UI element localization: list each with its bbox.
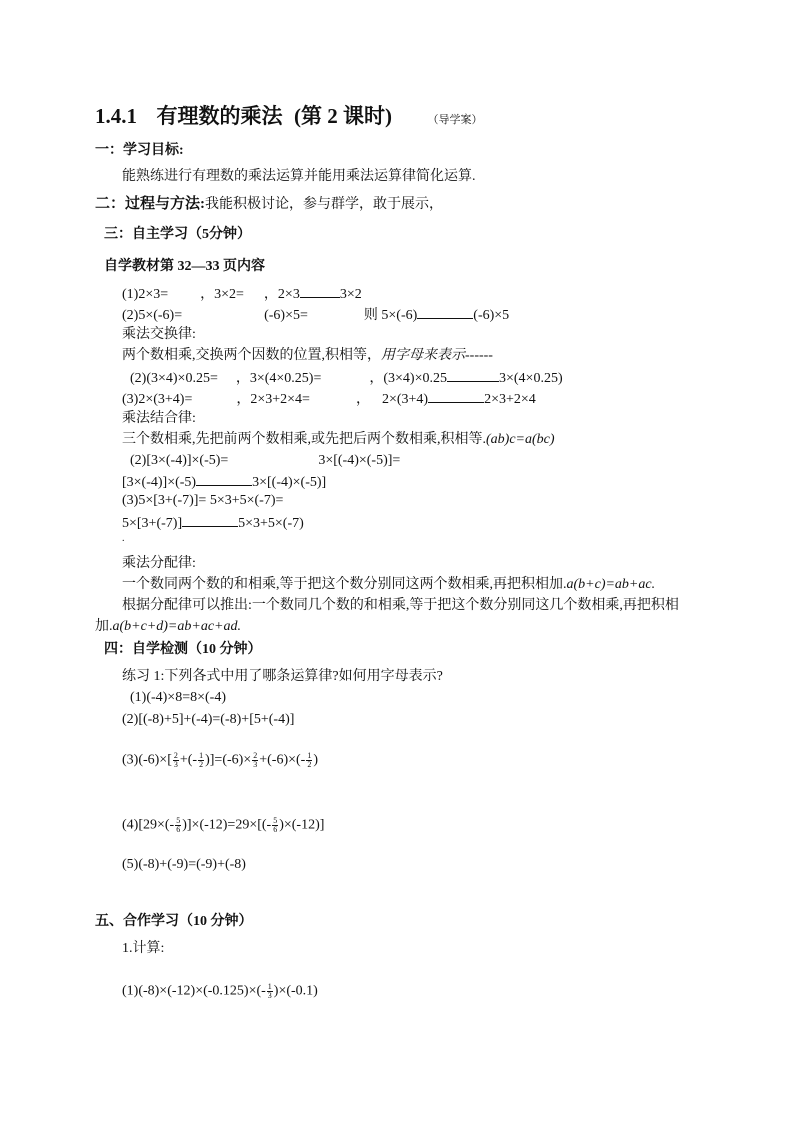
- section-2: [95, 197, 443, 212]
- practice-item-1: (1)(-4)×8=8×(-4): [130, 690, 226, 705]
- answer-blank[interactable]: [300, 286, 340, 298]
- exercise-line-1: [122, 286, 362, 302]
- expr: (3)2×(3+4)=: [122, 392, 193, 407]
- denominator: 3: [267, 991, 272, 1000]
- denominator: 6: [176, 825, 181, 834]
- associative-title: 乘法结合律:: [122, 411, 196, 426]
- exercise-line-6: [122, 474, 326, 490]
- exercise-line-4: [122, 391, 536, 407]
- title-lesson: (第 2 课时): [294, 104, 392, 128]
- distributive-extended-formula: a(b+c+d)=ab+ac+ad.: [112, 619, 241, 634]
- page-title: [95, 106, 483, 127]
- expr: )]=(-6)×: [205, 752, 252, 768]
- coop-label: 1.计算:: [122, 941, 165, 956]
- expr: ，3×(4×0.25)=: [235, 371, 322, 386]
- expr: [3×(-4)]×(-5): [122, 475, 197, 490]
- fraction: [173, 752, 179, 769]
- associative-text: [122, 433, 555, 447]
- title-name: 有理数的乘法: [156, 104, 283, 128]
- distributive-statement: 一个数同两个数的和相乘,等于把这个数分别同这两个数相乘,再把积相加.: [122, 577, 567, 592]
- fraction: [252, 752, 258, 769]
- expr: ，2×3: [263, 287, 300, 302]
- distributive-extension: 根据分配律可以推出:一个数同几个数的和相乘,等于把这个数分别同这几个数相乘,再把积相: [122, 598, 679, 613]
- practice-item-2: (2)[(-8)+5]+(-4)=(-8)+[5+(-4)]: [122, 712, 295, 727]
- text: 加.: [95, 619, 113, 634]
- fraction: [306, 752, 312, 769]
- expr: (1)(-8)×(-12)×(-0.125)×(-: [122, 983, 266, 999]
- expr: (3)(-6)×[: [122, 752, 172, 768]
- expr: (-6)×5=: [264, 308, 308, 323]
- expr: +(-6)×(-: [259, 752, 306, 768]
- section-2-heading: 二：过程与方法:: [95, 196, 205, 212]
- denominator: 2: [199, 760, 204, 769]
- title-tag: （导学案）: [427, 114, 483, 126]
- answer-blank[interactable]: [447, 370, 499, 382]
- section-4-heading: 四：自学检测（10 分钟）: [104, 642, 262, 657]
- expr: )]×(-12)=29×[(-: [182, 817, 272, 833]
- answer-blank[interactable]: [428, 391, 484, 403]
- expr: ，3×2=: [200, 287, 244, 302]
- expr: )×(-12)]: [279, 817, 325, 833]
- expr: 3×(4×0.25): [498, 371, 563, 386]
- exercise-line-5: [130, 454, 400, 468]
- practice-item-5: (5)(-8)+(-9)=(-9)+(-8): [122, 857, 246, 872]
- expr: )×(-0.1): [273, 983, 318, 999]
- commutative-hint: 用字母来表示------: [381, 348, 493, 363]
- title-number: 1.4.1: [95, 104, 137, 128]
- section-5-heading: 五、合作学习（10 分钟）: [95, 914, 253, 929]
- expr: 5×3+5×(-7): [238, 516, 304, 531]
- expr: 则 5×(-6): [363, 308, 418, 323]
- commutative-statement: 两个数相乘,交换两个因数的位置,积相等，: [122, 348, 381, 363]
- stray-dot: .: [122, 533, 125, 544]
- fraction: [198, 752, 204, 769]
- expr: 2×3+2×4: [484, 392, 536, 407]
- numerator: 1: [199, 751, 204, 760]
- practice-item-3: [122, 752, 318, 769]
- numerator: 1: [307, 751, 312, 760]
- fraction: [272, 817, 278, 834]
- answer-blank[interactable]: [196, 474, 252, 486]
- expr: 3×2: [339, 287, 362, 302]
- expr: (2)(3×4)×0.25=: [130, 371, 218, 386]
- numerator: 2: [253, 751, 258, 760]
- fraction: [267, 983, 273, 1000]
- associative-formula: (ab)c=a(bc): [486, 432, 555, 447]
- section-1-heading: 一：学习目标:: [95, 143, 184, 158]
- expr: (2)5×(-6)=: [122, 308, 183, 323]
- section-2-body: 我能积极讨论，参与群学，敢于展示，: [205, 197, 443, 212]
- numerator: 5: [273, 816, 278, 825]
- expr: (4)[29×(-: [122, 817, 175, 833]
- expr: ，(3×4)×0.25: [369, 371, 447, 386]
- exercise-line-7: (3)5×[3+(-7)]= 5×3+5×(-7)=: [122, 493, 284, 508]
- denominator: 2: [307, 760, 312, 769]
- expr: 5×[3+(-7)]: [122, 516, 183, 531]
- section-1-body: 能熟练进行有理数的乘法运算并能用乘法运算律简化运算.: [122, 169, 476, 184]
- section-3-subheading: 自学教材第 32—33 页内容: [104, 259, 265, 274]
- fraction: [175, 817, 181, 834]
- exercise-line-2: [122, 307, 509, 323]
- coop-item-1: [122, 983, 318, 1000]
- section-3-heading: 三：自主学习（5分钟）: [104, 227, 251, 242]
- denominator: 3: [253, 760, 258, 769]
- distributive-formula: a(b+c)=ab+ac.: [566, 577, 656, 592]
- commutative-text: [122, 349, 493, 363]
- answer-blank[interactable]: [182, 515, 238, 527]
- expr: ，2×3+2×4=: [236, 392, 310, 407]
- denominator: 3: [173, 760, 178, 769]
- distributive-extension-cont: [95, 620, 241, 634]
- numerator: 1: [267, 982, 272, 991]
- denominator: 6: [273, 825, 278, 834]
- expr: 2×(3+4): [381, 392, 429, 407]
- expr: 3×[(-4)×(-5)]: [252, 475, 327, 490]
- practice-question: 练习 1:下列各式中用了哪条运算律?如何用字母表示?: [122, 669, 443, 684]
- associative-statement: 三个数相乘,先把前两个数相乘,或先把后两个数相乘,积相等.: [122, 432, 486, 447]
- expr: +(-: [179, 752, 198, 768]
- practice-item-4: [122, 817, 324, 834]
- numerator: 2: [173, 751, 178, 760]
- expr: 3×[(-4)×(-5)]=: [318, 453, 401, 468]
- expr: ): [313, 752, 318, 768]
- expr: (-6)×5: [473, 308, 510, 323]
- expr: ，: [355, 392, 370, 407]
- commutative-title: 乘法交换律:: [122, 327, 196, 342]
- distributive-text: [122, 578, 655, 592]
- numerator: 5: [176, 816, 181, 825]
- answer-blank[interactable]: [417, 307, 473, 319]
- expr: (1)2×3=: [122, 287, 169, 302]
- exercise-line-8: [122, 515, 304, 531]
- distributive-title: 乘法分配律:: [122, 556, 196, 571]
- exercise-line-3: [130, 370, 563, 386]
- expr: (2)[3×(-4)]×(-5)=: [130, 453, 229, 468]
